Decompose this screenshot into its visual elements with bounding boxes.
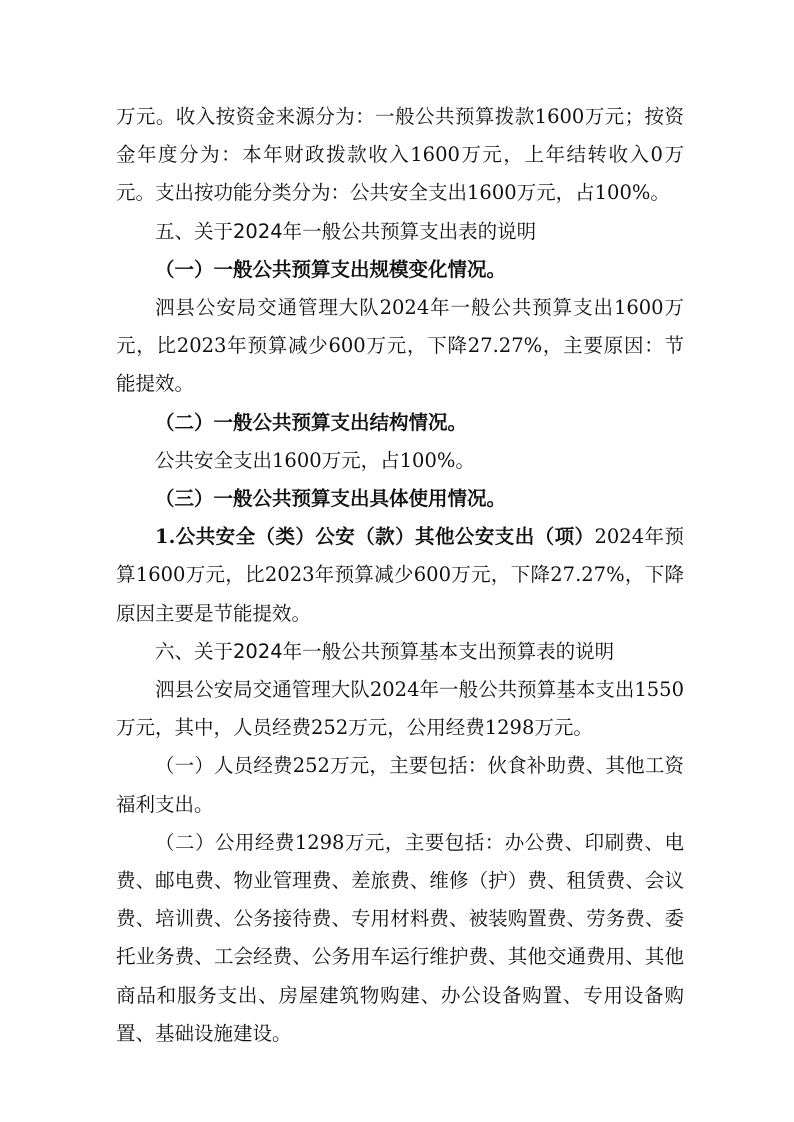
section-heading-5: 五、关于2024年一般公共预算支出表的说明	[155, 219, 537, 243]
section-heading-6: 六、关于2024年一般公共预算基本支出预算表的说明	[155, 639, 615, 663]
subheading-structure: （二）一般公共预算支出结构情况。	[155, 410, 468, 434]
paragraph-structure: 公共安全支出1600万元，占100%。	[155, 448, 475, 472]
document-body	[116, 98, 684, 1053]
paragraph-personnel-cost: （一）人员经费252万元，主要包括：伙食补助费、其他工资福利支出。	[116, 754, 684, 816]
paragraph-public-cost: （二）公用经费1298万元，主要包括：办公费、印刷费、电费、邮电费、物业管理费、差旅费、维修（护）费、租赁费、会议费、培训费、公务接待费、专用材料费、被装购置费、劳务费、委托业务费、工会经费、公务用车运行维护费、其他交通费用、其他商品和服务支出、房屋建筑物购建、办公设备购置、专用设备购置、基础设施建设。	[116, 830, 684, 1045]
paragraph-basic-expenditure: 泗县公安局交通管理大队2024年一般公共预算基本支出1550万元，其中，人员经费252万元，公用经费1298万元。	[116, 678, 684, 740]
subheading-scale-change: （一）一般公共预算支出规模变化情况。	[155, 257, 507, 281]
paragraph-scale-change: 泗县公安局交通管理大队2024年一般公共预算支出1600万元，比2023年预算减少600万元，下降27.27%，主要原因：节能提效。	[116, 296, 684, 396]
item-body-public-security: 2024年预算1600万元，比2023年预算减少600万元，下降27.27%，下降原因主要是节能提效。	[116, 525, 684, 625]
item-lead-public-security: 1.公共安全（类）公安（款）其他公安支出（项）	[155, 525, 595, 549]
subheading-specific-usage: （三）一般公共预算支出具体使用情况。	[155, 487, 507, 511]
paragraph-specific-usage	[116, 518, 684, 633]
paragraph-income-expense-summary: 万元。收入按资金来源分为：一般公共预算拨款1600万元；按资金年度分为：本年财政拨款收入1600万元，上年结转收入0万元。支出按功能分类分为：公共安全支出1600万元，占100%。	[116, 105, 684, 205]
